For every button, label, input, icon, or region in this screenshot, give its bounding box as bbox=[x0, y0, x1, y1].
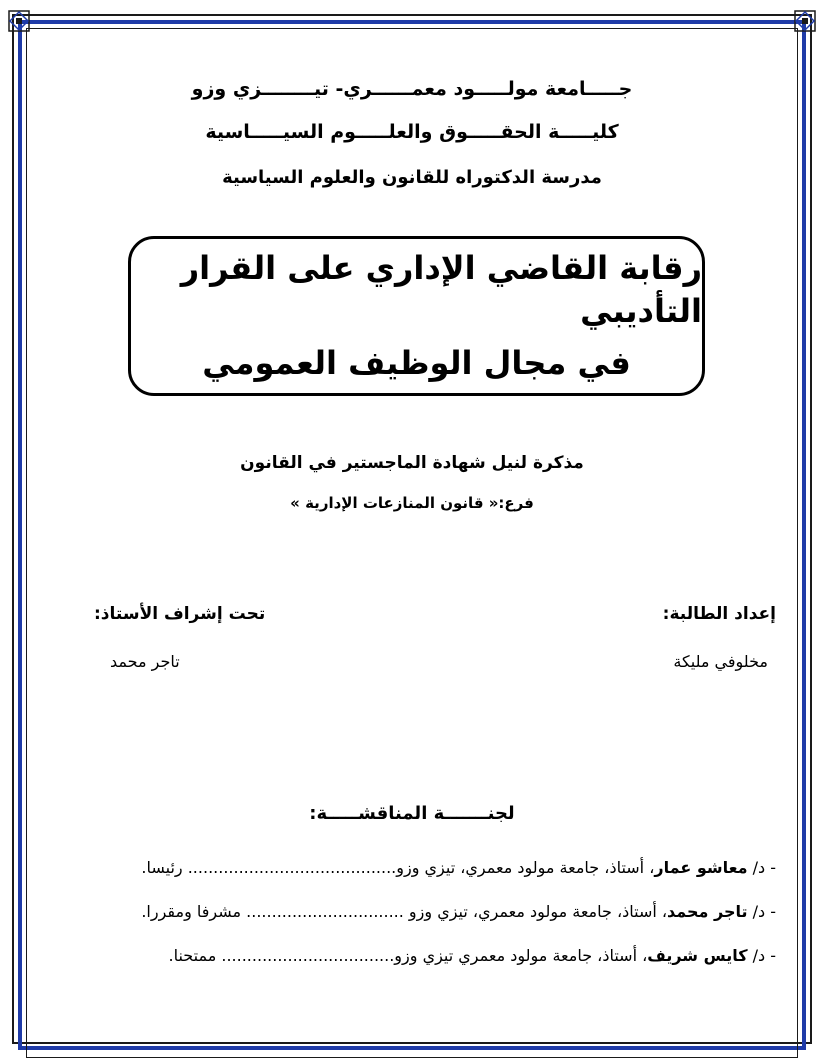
member-role: مشرفا ومقررا. bbox=[141, 902, 242, 921]
member-prefix: - د/ bbox=[752, 902, 776, 921]
member-role: رئيسا. bbox=[141, 858, 183, 877]
corner-ornament-icon bbox=[794, 10, 816, 32]
supervisor-label: تحت إشراف الأستاذ: bbox=[94, 604, 266, 624]
committee-member-3 bbox=[169, 946, 776, 965]
member-affiliation: ، أستاذ، جامعة مولود معمري، تيزي وزو ............................... bbox=[246, 902, 668, 921]
thesis-title-box bbox=[128, 236, 705, 396]
member-name: معاشو عمار bbox=[654, 858, 748, 877]
student-label: إعداد الطالبة: bbox=[662, 604, 776, 624]
thesis-title-line-2: في مجال الوظيف العمومي bbox=[202, 343, 631, 382]
member-name: كايس شريف bbox=[647, 946, 748, 965]
committee-title: لجنـــــــة المناقشـــــة: bbox=[309, 803, 515, 824]
university-name: جـــــامعة مولـــــود معمــــــري- تيــــــــزي وزو bbox=[191, 78, 633, 100]
corner-ornament-icon bbox=[8, 10, 30, 32]
thesis-branch: فرع:« قانون المنازعات الإدارية » bbox=[290, 494, 534, 512]
member-name: تاجر محمد bbox=[667, 902, 748, 921]
member-prefix: - د/ bbox=[752, 946, 776, 965]
committee-member-1 bbox=[141, 858, 776, 877]
committee-member-2 bbox=[141, 902, 776, 921]
supervisor-name: تاجر محمد bbox=[110, 652, 180, 671]
faculty-name: كليـــــة الحقـــــوق والعلـــــوم السيـــــاسية bbox=[205, 121, 619, 143]
member-affiliation: ، أستاذ، جامعة مولود معمري تيزي وزو.................................. bbox=[221, 946, 648, 965]
member-prefix: - د/ bbox=[752, 858, 776, 877]
student-name: مخلوفي مليكة bbox=[673, 652, 768, 671]
member-affiliation: ، أستاذ، جامعة مولود معمري، تيزي وزو......................................... bbox=[187, 858, 655, 877]
member-role: ممتحنا. bbox=[168, 946, 217, 965]
thesis-degree-statement: مذكرة لنيل شهادة الماجستير في القانون bbox=[240, 453, 584, 473]
doctoral-school-name: مدرسة الدكتوراه للقانون والعلوم السياسية bbox=[222, 167, 602, 188]
thesis-title-line-1: رقابة القاضي الإداري على القرار التأديبي bbox=[180, 249, 702, 331]
